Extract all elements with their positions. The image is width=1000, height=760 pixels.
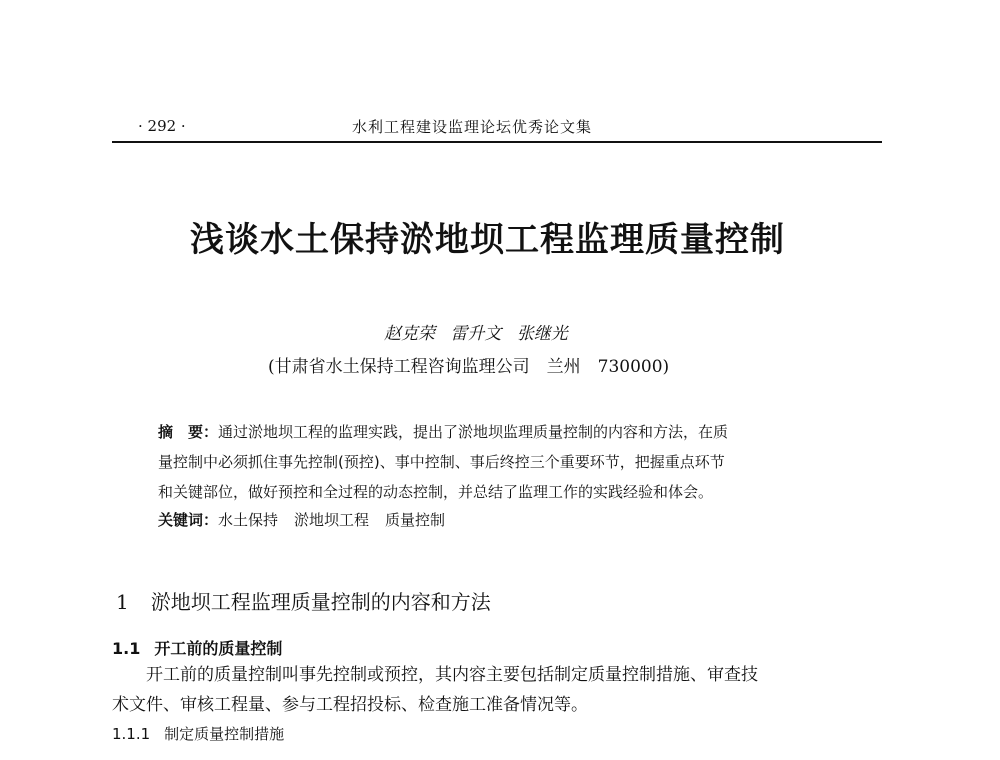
abstract-line: 和关键部位，做好预控和全过程的动态控制，并总结了监理工作的实践经验和体会。: [158, 483, 714, 501]
keyword: 质量控制: [385, 511, 446, 529]
subsection-title: 开工前的质量控制: [154, 639, 283, 658]
article-title: 浅谈水土保持淤地坝工程监理质量控制: [190, 220, 785, 260]
subsection-heading: [112, 636, 282, 659]
abstract-line: 量控制中必须抓住事先控制(预控)、事中控制、事后终控三个重要环节，把握重点环节: [158, 453, 725, 471]
running-title: 水利工程建设监理论坛优秀论文集: [352, 118, 593, 136]
keywords-label: 关键词：: [158, 511, 219, 529]
subsubsection-number: 1.1.1: [112, 725, 151, 743]
author-name: 雷升文: [450, 324, 502, 344]
author-name: 赵克荣: [384, 324, 435, 344]
affiliation: (甘肃省水土保持工程咨询监理公司 兰州 730000): [268, 357, 670, 377]
section-title: 淤地坝工程监理质量控制的内容和方法: [150, 590, 491, 614]
author-list: [384, 319, 568, 344]
keyword: 水土保持: [218, 511, 279, 529]
author-name: 张继光: [516, 324, 568, 344]
abstract: [158, 417, 848, 507]
abstract-line: 摘 要：通过淤地坝工程的监理实践，提出了淤地坝监理质量控制的内容和方法，在质: [158, 423, 729, 441]
keywords: [158, 509, 461, 530]
section-heading: [116, 586, 491, 615]
paragraph-line: 开工前的质量控制叫事先控制或预控，其内容主要包括制定质量控制措施、审查技: [146, 665, 758, 685]
subsubsection-title: 制定质量控制措施: [164, 725, 285, 743]
section-number: 1: [116, 590, 129, 614]
subsection-number: 1.1: [112, 639, 141, 658]
abstract-label: 摘 要：: [158, 423, 219, 441]
page-number: · 292 ·: [138, 117, 186, 135]
body-paragraph: [112, 660, 892, 720]
subsubsection-heading: [112, 723, 284, 744]
keyword: 淤地坝工程: [294, 511, 370, 529]
paragraph-line: 术文件、审核工程量、参与工程招投标、检查施工准备情况等。: [112, 695, 588, 715]
header-rule: [112, 141, 882, 143]
